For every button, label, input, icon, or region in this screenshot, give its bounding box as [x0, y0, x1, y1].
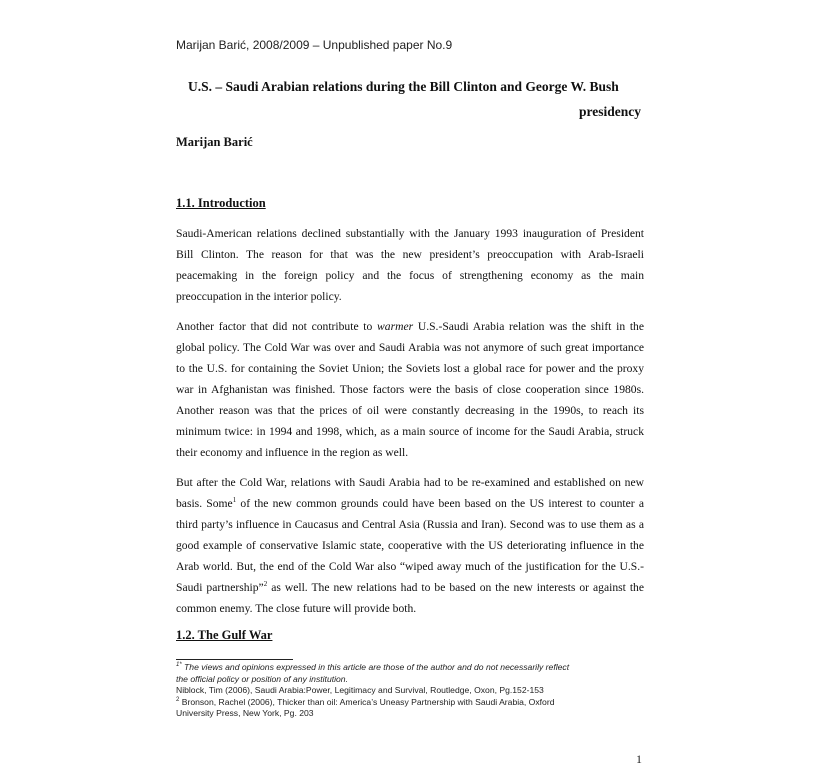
- paragraph-3: [176, 472, 644, 619]
- footnote-disclaimer-line-1: [176, 662, 646, 674]
- footnote-disclaimer-mark: 1*: [176, 662, 182, 669]
- section-heading-gulf-war: 1.2. The Gulf War: [176, 628, 273, 642]
- running-header: Marijan Barić, 2008/2009 – Unpublished paper No.9: [176, 38, 453, 52]
- paper-title: [176, 74, 646, 124]
- paragraph-1: Saudi-American relations declined substantially with the January 1993 inauguration of President Bill Clinton. The reason for that was the new president’s preoccupation with Arab-Israeli peacemaking in the foreign policy and the focus of strengthening economy as the main preoccupation in the interior policy.: [176, 227, 644, 303]
- paragraph-3-middle: of the new common grounds could have been based on the US interest to counter a third party’s influence in Caucasus and Central Asia (Russia and Iran). Second was to use them as a good example of conservative Islamic state, cooperative with the US deteriorating influence in the Arab world. But, the end of the Cold War also “wiped away much of the justification for the U.S.-Saudi partnership”: [176, 497, 644, 594]
- paragraph-3-before: But after the Cold War, relations with Saudi Arabia had to be re-examined and established on new basis. Some: [176, 476, 644, 510]
- footnote-2-mark: 2: [176, 696, 180, 703]
- section-heading-introduction: 1.1. Introduction: [176, 196, 266, 210]
- footnotes: [176, 662, 646, 720]
- footnote-1: Niblock, Tim (2006), Saudi Arabia:Power, Legitimacy and Survival, Routledge, Oxon, Pg.152-153: [176, 685, 544, 696]
- footnote-2-text-1: Bronson, Rachel (2006), Thicker than oil: America’s Uneasy Partnership with Saudi Arabia, Oxford: [179, 696, 555, 707]
- paragraph-2: [176, 316, 644, 463]
- footnote-divider: [176, 659, 293, 660]
- paper-title-line-2: presidency: [578, 104, 641, 119]
- footnote-2-line-2: University Press, New York, Pg. 203: [176, 708, 314, 719]
- paragraph-3-after: as well. The new relations had to be based on the new interests or against the common enemy. The close future will provide both.: [176, 581, 644, 615]
- paragraph-2-italic-word: warmer: [377, 320, 414, 333]
- page-number: 1: [636, 752, 642, 766]
- footnote-disclaimer-line-2: the official policy or position of any institution.: [176, 673, 348, 684]
- footnote-2-line-1: [176, 697, 646, 709]
- author-name: Marijan Barić: [176, 135, 253, 149]
- footnote-ref-2[interactable]: 2: [263, 580, 268, 589]
- footnote-disclaimer-text-1: The views and opinions expressed in this article are those of the author and do not necessarily reflect: [181, 662, 570, 672]
- paper-title-line-1: U.S. – Saudi Arabian relations during the Bill Clinton and George W. Bush: [188, 79, 619, 94]
- footnote-ref-1[interactable]: 1: [232, 496, 237, 505]
- paragraph-2-after: U.S.-Saudi Arabia relation was the shift in the global policy. The Cold War was over and Saudi Arabia was not anymore of such great importance to the U.S. for containing the Soviet Union; the Soviets lost a global race for power and the proxy war in Afghanistan was finished. Those factors were the basis of close cooperation since 1980s. Another reason was that the prices of oil were constantly decreasing in the 1990s, to reach its minimum twice: in 1994 and 1998, which, as a main source of income for the Saudi Arabia, struck their economy and influence in the region as well.: [176, 320, 644, 459]
- paragraph-2-before: Another factor that did not contribute to: [176, 320, 378, 333]
